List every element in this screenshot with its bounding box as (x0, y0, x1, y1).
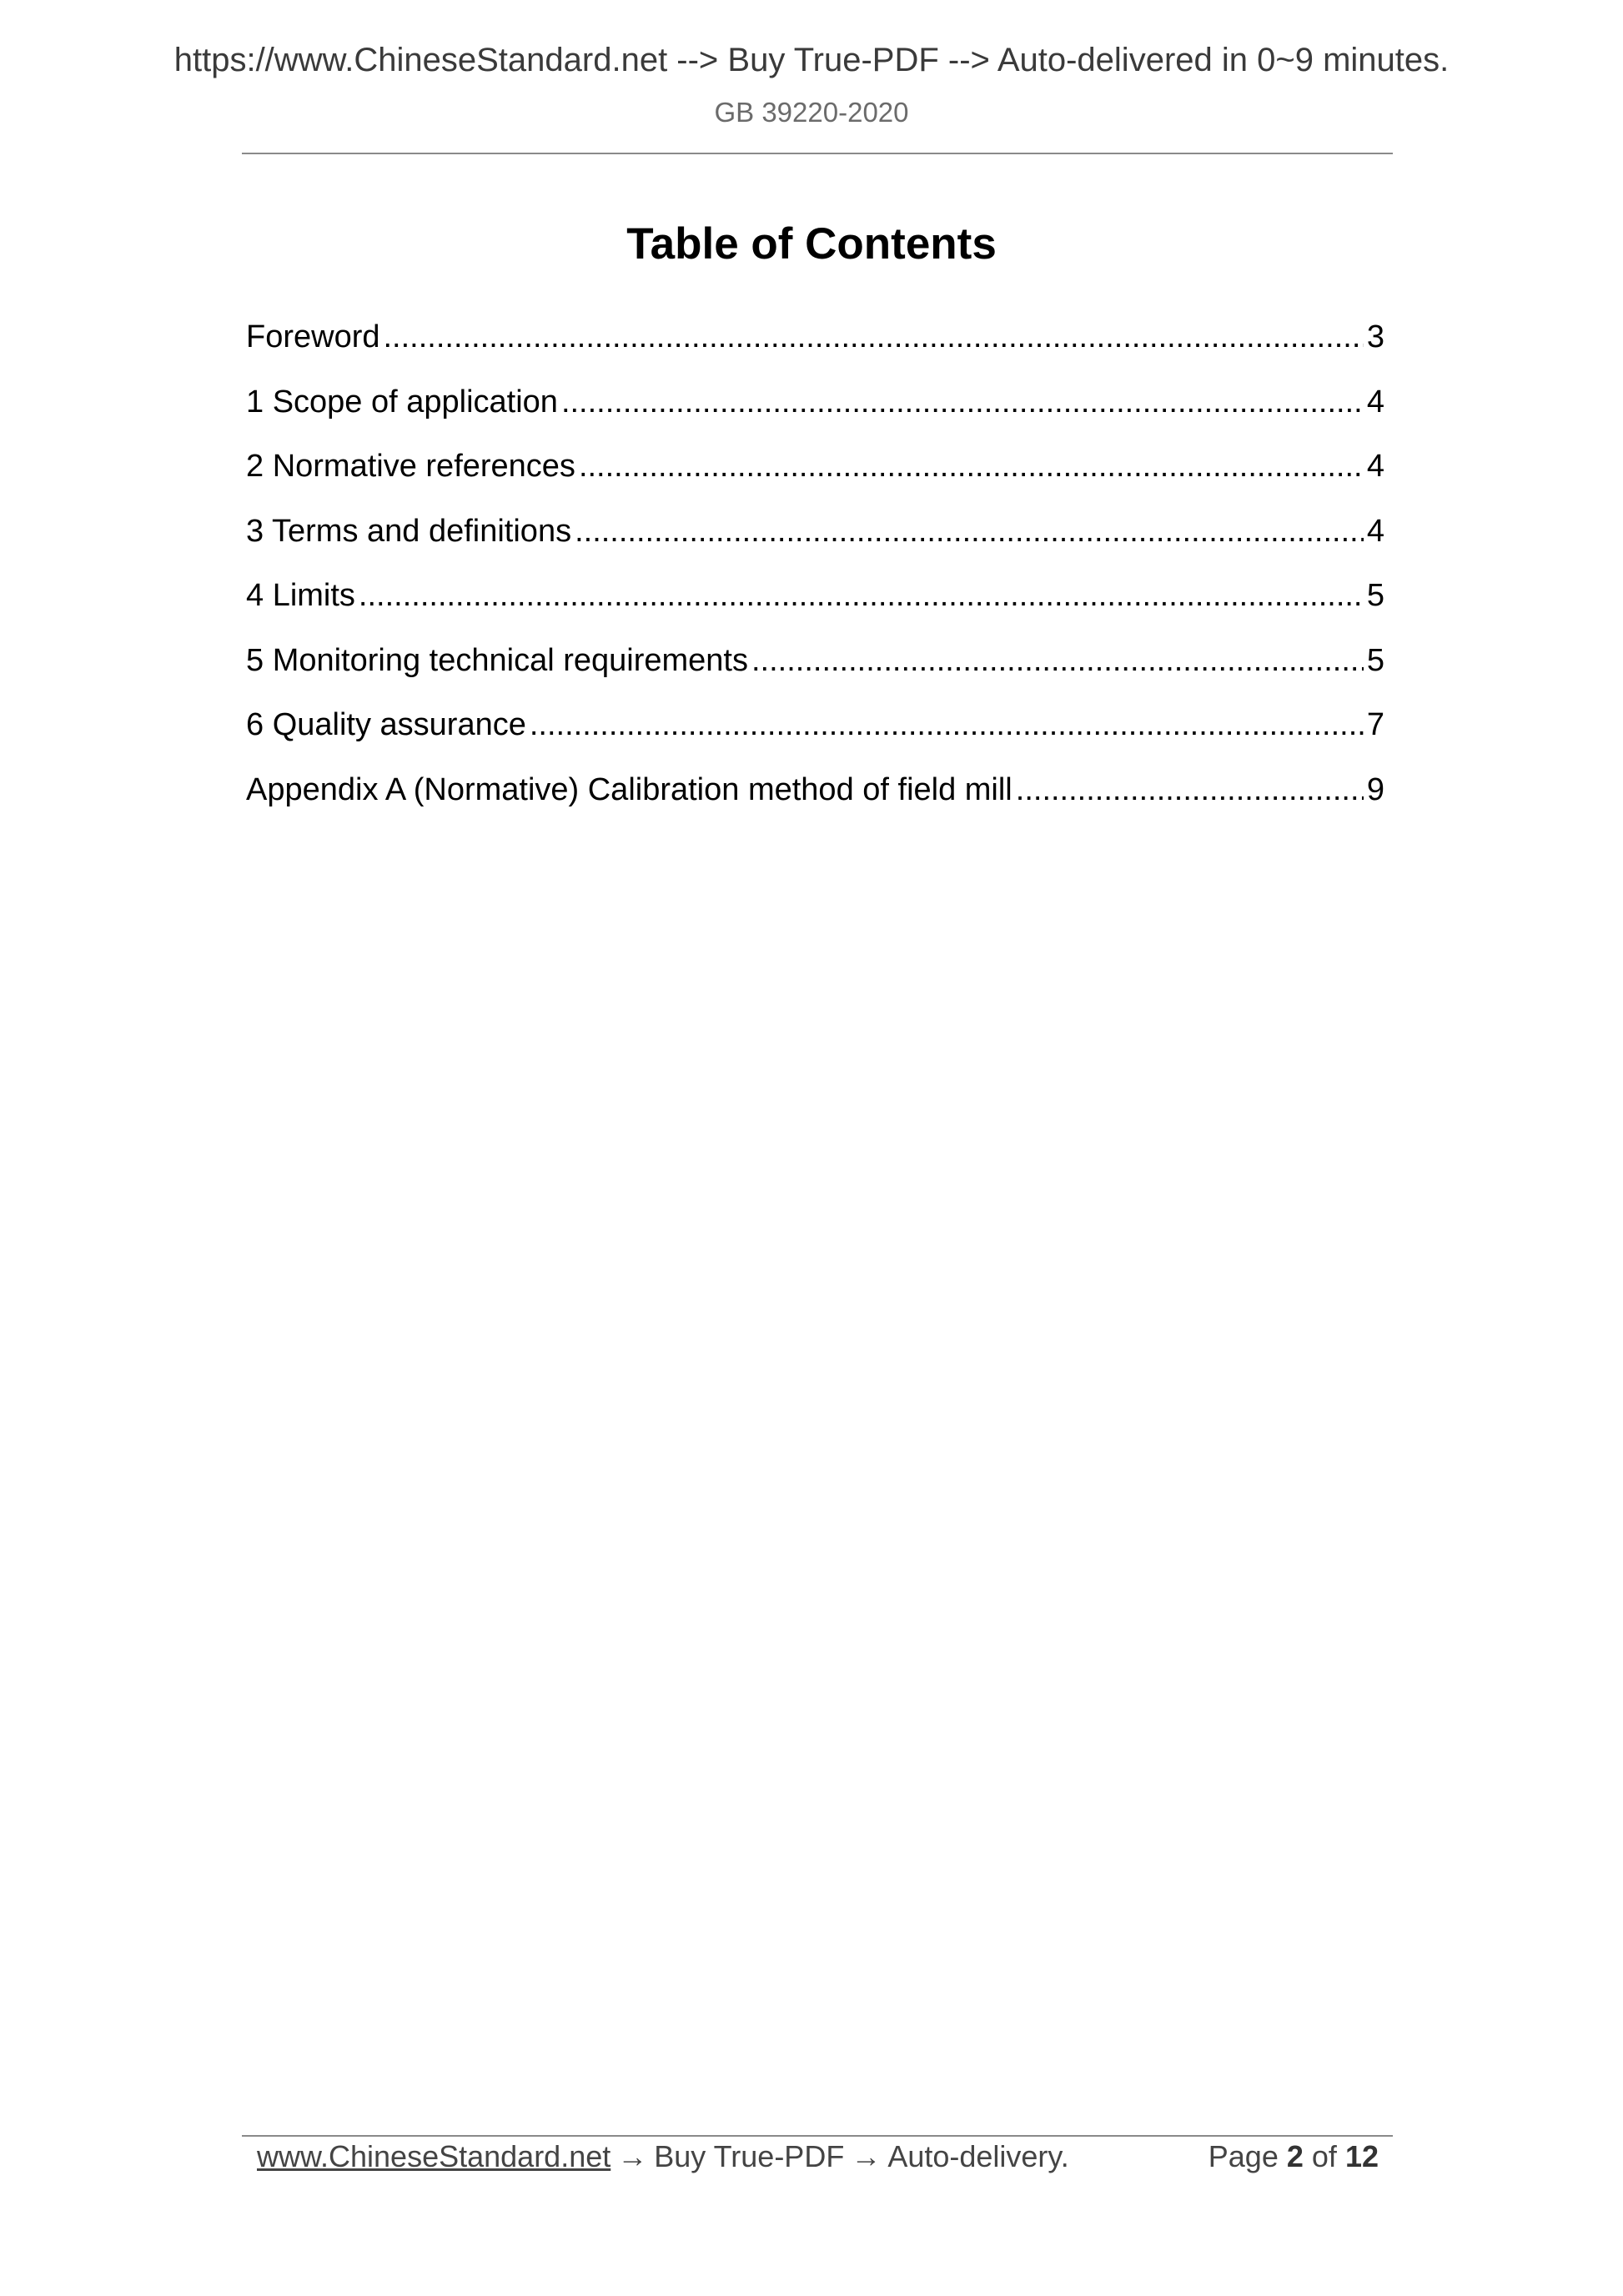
footer-divider (242, 2135, 1393, 2137)
dot-leader (579, 449, 1364, 485)
right-arrow-icon: → (617, 2139, 648, 2173)
toc-entry-appendix-a[interactable] (246, 772, 1384, 837)
toc-entry-page: 9 (1366, 771, 1384, 807)
footer-delivery-text: Auto-delivery. (887, 2139, 1069, 2173)
toc-entry-page: 5 (1366, 578, 1384, 613)
toc-entry-page: 5 (1366, 642, 1384, 678)
document-number: GB 39220-2020 (714, 97, 909, 128)
toc-entry-label: 5 Monitoring technical requirements (246, 642, 748, 678)
toc-entry-page: 3 (1366, 319, 1384, 354)
dot-leader (359, 578, 1364, 614)
toc-entry-label: 4 Limits (246, 578, 355, 613)
page-word: Page (1208, 2139, 1279, 2173)
header-divider (242, 153, 1393, 154)
of-word: of (1311, 2139, 1337, 2173)
toc-entry-label: 1 Scope of application (246, 384, 558, 420)
toc-entry-monitoring-requirements[interactable] (246, 643, 1384, 708)
toc-entry-page: 4 (1366, 384, 1384, 420)
toc-entry-label: 2 Normative references (246, 449, 575, 484)
toc-entry-foreword[interactable] (246, 319, 1384, 384)
toc-entry-label: Appendix A (Normative) Calibration method of field mill (246, 771, 1012, 807)
toc-entry-quality-assurance[interactable] (246, 707, 1384, 772)
toc-entry-normative-references[interactable] (246, 449, 1384, 514)
right-arrow-icon: → (851, 2139, 882, 2173)
page-footer (257, 2139, 1379, 2181)
dot-leader (575, 514, 1364, 550)
toc-entry-page: 4 (1366, 513, 1384, 549)
dot-leader (384, 319, 1364, 355)
toc-entry-limits[interactable] (246, 578, 1384, 643)
toc-entry-terms-definitions[interactable] (246, 514, 1384, 579)
footer-site-link[interactable]: www.ChineseStandard.net (257, 2139, 611, 2173)
current-page-number: 2 (1286, 2139, 1304, 2173)
page-title: Table of Contents (626, 219, 997, 269)
toc-entry-page: 7 (1366, 707, 1384, 742)
footer-buy-text: Buy True-PDF (654, 2139, 845, 2173)
toc-entry-label: 6 Quality assurance (246, 707, 526, 742)
toc-entry-label: Foreword (246, 319, 380, 354)
footer-promo (257, 2139, 1069, 2174)
header-url-banner: https://www.ChineseStandard.net --> Buy True-PDF --> Auto-delivered in 0~9 minutes. (173, 42, 1450, 78)
table-of-contents (246, 319, 1384, 837)
page-indicator (1208, 2139, 1379, 2174)
dot-leader (1016, 772, 1364, 808)
dot-leader (561, 384, 1364, 420)
toc-entry-label: 3 Terms and definitions (246, 513, 572, 549)
total-page-count: 12 (1344, 2139, 1379, 2173)
toc-entry-scope[interactable] (246, 384, 1384, 450)
dot-leader (751, 643, 1364, 679)
toc-entry-page: 4 (1366, 449, 1384, 484)
dot-leader (530, 707, 1364, 743)
